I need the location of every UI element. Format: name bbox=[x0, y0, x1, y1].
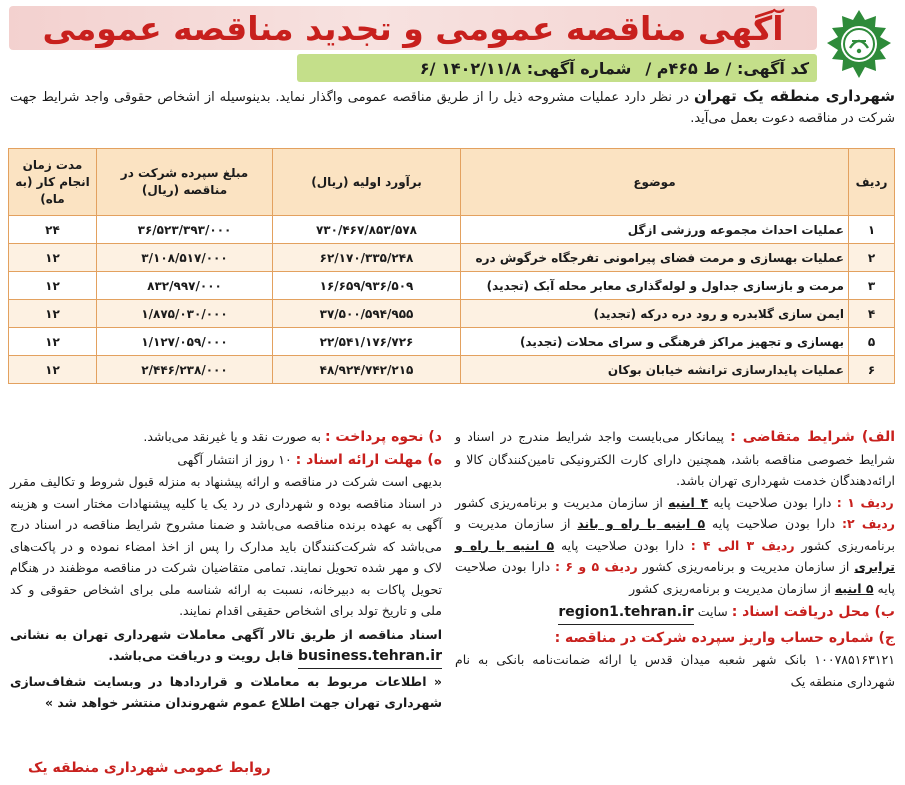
qualification-row34-text2: از سازمان مدیریت و برنامه‌ریزی کشور bbox=[637, 559, 855, 574]
row-subject: عملیات پایدارسازی ترانشه خیابان بوکان bbox=[461, 356, 849, 384]
row-number: ۵ bbox=[849, 328, 895, 356]
row-duration: ۱۲ bbox=[9, 300, 97, 328]
table-row bbox=[9, 356, 895, 384]
qualification-row2-label: ردیف ۲: bbox=[841, 516, 896, 531]
row-duration: ۲۴ bbox=[9, 216, 97, 244]
col-header-deposit: مبلغ سپرده شرکت در مناقصه (ریال) bbox=[97, 149, 273, 216]
qualification-row2-text: دارا بودن صلاحیت پایه bbox=[705, 516, 842, 531]
section-e-body: بدیهی است شرکت در مناقصه و ارائه پیشنهاد به منزله قبول شروط و تکالیف مقرر در اسناد مناقصه بوده و شهرداری در رد یک یا کلیه پیشنهادات مختار است و هزینه آگهی به عهده برنده مناقصه می‌باشد و ضمنا مشروح شرایط مناقصه در اسناد درج می‌باشد که شرکت‌کنندگان باید مدارک را پس از اخذ امضاء نموده و در پاکت‌های لاک و مهر شده تحویل نمایند. تمامی متقاضیان شرکت در مناقصه موظفند در هنگام تحویل پاکات به دبیرخانه، نسبت به ارائه شناسه ملی برای اشخاص حقوقی و کد ملی و تاریخ تولد برای اشخاص حقیقی اقدام نمایند. bbox=[10, 474, 442, 618]
row-duration: ۱۲ bbox=[9, 356, 97, 384]
section-e-deadline: ۱۰ روز از انتشار آگهی bbox=[177, 451, 296, 467]
qualification-row2-text2: از سازمان مدیریت و برنامه‌ریزی کشور bbox=[455, 516, 895, 553]
section-b-text: سایت bbox=[693, 604, 732, 619]
row-estimate: ۱۶/۶۵۹/۹۳۶/۵۰۹ bbox=[273, 272, 461, 300]
public-relations-signature: روابط عمومی شهرداری منطقه یک bbox=[28, 760, 271, 776]
qualification-row1-label: ردیف ۱ : bbox=[836, 494, 894, 510]
section-b-heading: ب) محل دریافت اسناد : bbox=[731, 604, 895, 620]
ad-number: شماره آگهی: ۱۴۰۲/۱۱/۸ /۶ bbox=[419, 58, 632, 78]
qualification-row34-grade: ۵ ابنیه یا راه و ترابری bbox=[455, 537, 895, 574]
row-estimate: ۴۸/۹۲۴/۷۴۲/۲۱۵ bbox=[273, 356, 461, 384]
transparency-note: « اطلاعات مربوط به معاملات و قراردادها در وبسایت شفاف‌سازی شهرداری تهران جهت اطلاع عموم شهروندان منتشر خواهد شد » bbox=[10, 673, 442, 710]
ad-code-strip bbox=[297, 54, 817, 82]
row-deposit: ۳/۱۰۸/۵۱۷/۰۰۰ bbox=[97, 244, 273, 272]
qualification-row56-text: دارا بودن صلاحیت پایه bbox=[455, 559, 895, 596]
logo-emblem-icon bbox=[823, 8, 895, 80]
tender-hall-text2: قابل رویت و دریافت می‌باشد. bbox=[108, 648, 298, 663]
row-subject: مرمت و بازسازی جداول و لوله‌گذاری معابر محله آبک (تجدید) bbox=[461, 272, 849, 300]
row-estimate: ۳۷/۵۰۰/۵۹۴/۹۵۵ bbox=[273, 300, 461, 328]
tender-table bbox=[8, 148, 895, 384]
table-header-row bbox=[9, 149, 895, 216]
intro-paragraph bbox=[10, 86, 895, 129]
table-row bbox=[9, 300, 895, 328]
section-a-heading: الف) شرایط متقاضی : bbox=[730, 429, 896, 445]
tender-hall-text: اسناد مناقصه از طریق تالار آگهی معاملات شهرداری تهران به نشانی bbox=[10, 626, 442, 642]
row-estimate: ۶۲/۱۷۰/۳۳۵/۲۴۸ bbox=[273, 244, 461, 272]
section-d bbox=[10, 426, 442, 449]
row-deposit: ۳۶/۵۲۳/۳۹۳/۰۰۰ bbox=[97, 216, 273, 244]
section-a bbox=[455, 426, 895, 492]
qualification-row1-text: دارا بودن صلاحیت پایه bbox=[708, 494, 837, 510]
section-e bbox=[10, 449, 442, 472]
section-a-text: پیمانکار می‌بایست واجد شرایط مندرج در اسناد و شرایط خصوصی مناقصه باشد، همچنین دارای کارت الکترونیکی تامین‌کنندگان کالا و ارائه‌دهندگان خدمت شهرداری تهران باشد. bbox=[455, 429, 895, 488]
qualification-row2-grade: ۵ ابنیه یا راه و باند bbox=[577, 516, 706, 531]
row-subject: بهسازی و تجهیز مراکز فرهنگی و سرای محلات (تجدید) bbox=[461, 328, 849, 356]
row-number: ۶ bbox=[849, 356, 895, 384]
tehran-municipality-logo bbox=[823, 8, 895, 80]
row-number: ۲ bbox=[849, 244, 895, 272]
row-subject: عملیات بهسازی و مرمت فضای پیرامونی تفرجگاه خرگوش دره bbox=[461, 244, 849, 272]
row-number: ۴ bbox=[849, 300, 895, 328]
row-number: ۱ bbox=[849, 216, 895, 244]
table-row bbox=[9, 216, 895, 244]
row-subject: عملیات احداث مجموعه ورزشی ازگل bbox=[461, 216, 849, 244]
row-deposit: ۱/۸۷۵/۰۳۰/۰۰۰ bbox=[97, 300, 273, 328]
table-row bbox=[9, 272, 895, 300]
row-duration: ۱۲ bbox=[9, 328, 97, 356]
qualification-row56-text2: از سازمان مدیریت و برنامه‌ریزی کشور bbox=[629, 580, 835, 596]
row-duration: ۱۲ bbox=[9, 244, 97, 272]
row-subject: ایمن سازی گلابدره و رود دره درکه (تجدید) bbox=[461, 300, 849, 328]
intro-text: در نظر دارد عملیات مشروحه ذیل را از طریق مناقصه عمومی واگذار نماید. بدینوسیله از اشخاص حقوقی واجد شرایط جهت شرکت در مناقصه دعوت بعمل می‌آید. bbox=[10, 90, 895, 126]
col-header-estimate: برآورد اولیه (ریال) bbox=[273, 149, 461, 216]
organization-name: شهرداری منطقه یک تهران bbox=[693, 87, 895, 105]
section-c-heading: ج) شماره حساب واریز سپرده شرکت در مناقصه : bbox=[554, 629, 895, 646]
table-row bbox=[9, 328, 895, 356]
section-b bbox=[455, 601, 895, 625]
row-deposit: ۲/۴۴۶/۲۳۸/۰۰۰ bbox=[97, 356, 273, 384]
row-deposit: ۸۳۲/۹۹۷/۰۰۰ bbox=[97, 272, 273, 300]
ad-code: کد آگهی: / ط ۴۶۵م / bbox=[645, 58, 809, 78]
qualification-row1-grade: ۴ ابنیه bbox=[668, 494, 709, 510]
section-c bbox=[455, 627, 895, 693]
row-estimate: ۷۳۰/۴۶۷/۸۵۳/۵۷۸ bbox=[273, 216, 461, 244]
conditions-column bbox=[455, 426, 895, 692]
section-d-text: به صورت نقد و یا غیرنقد می‌باشد. bbox=[143, 429, 325, 444]
qualification-row34-text: دارا بودن صلاحیت پایه bbox=[554, 537, 691, 553]
section-e-heading: ه) مهلت ارائه اسناد : bbox=[295, 451, 442, 468]
col-header-duration: مدت زمان انجام کار (به ماه) bbox=[9, 149, 97, 216]
row-number: ۳ bbox=[849, 272, 895, 300]
table-row bbox=[9, 244, 895, 272]
documents-site-link[interactable]: region1.tehran.ir bbox=[558, 602, 693, 625]
section-c-text: ۱۰۰۷۸۵۱۶۳۱۲۱ بانک شهر شعبه میدان قدس یا ارائه ضمانت‌نامه بانکی به نام شهرداری منطقه یک bbox=[455, 652, 895, 689]
row-estimate: ۲۲/۵۴۱/۱۷۶/۷۲۶ bbox=[273, 328, 461, 356]
ad-title: آگهی مناقصه عمومی و تجدید مناقصه عمومی bbox=[42, 8, 784, 48]
qualification-row1-text2: از سازمان مدیریت و برنامه‌ریزی کشور bbox=[455, 494, 669, 510]
col-header-row: ردیف bbox=[849, 149, 895, 216]
payment-column bbox=[10, 426, 442, 714]
business-site-link[interactable]: business.tehran.ir bbox=[298, 646, 442, 669]
section-d-heading: د) نحوه پرداخت : bbox=[324, 429, 442, 445]
qualification-row56-label: ردیف ۵ و ۶ : bbox=[555, 559, 638, 574]
row-deposit: ۱/۱۲۷/۰۵۹/۰۰۰ bbox=[97, 328, 273, 356]
qualification-row56-grade: ۵ ابنیه bbox=[834, 580, 874, 596]
row-duration: ۱۲ bbox=[9, 272, 97, 300]
col-header-subject: موضوع bbox=[461, 149, 849, 216]
section-a-qualifications bbox=[455, 492, 895, 600]
qualification-row34-label: ردیف ۳ الی ۴ : bbox=[690, 537, 795, 553]
tender-hall-note bbox=[10, 624, 442, 669]
title-banner bbox=[9, 6, 817, 50]
